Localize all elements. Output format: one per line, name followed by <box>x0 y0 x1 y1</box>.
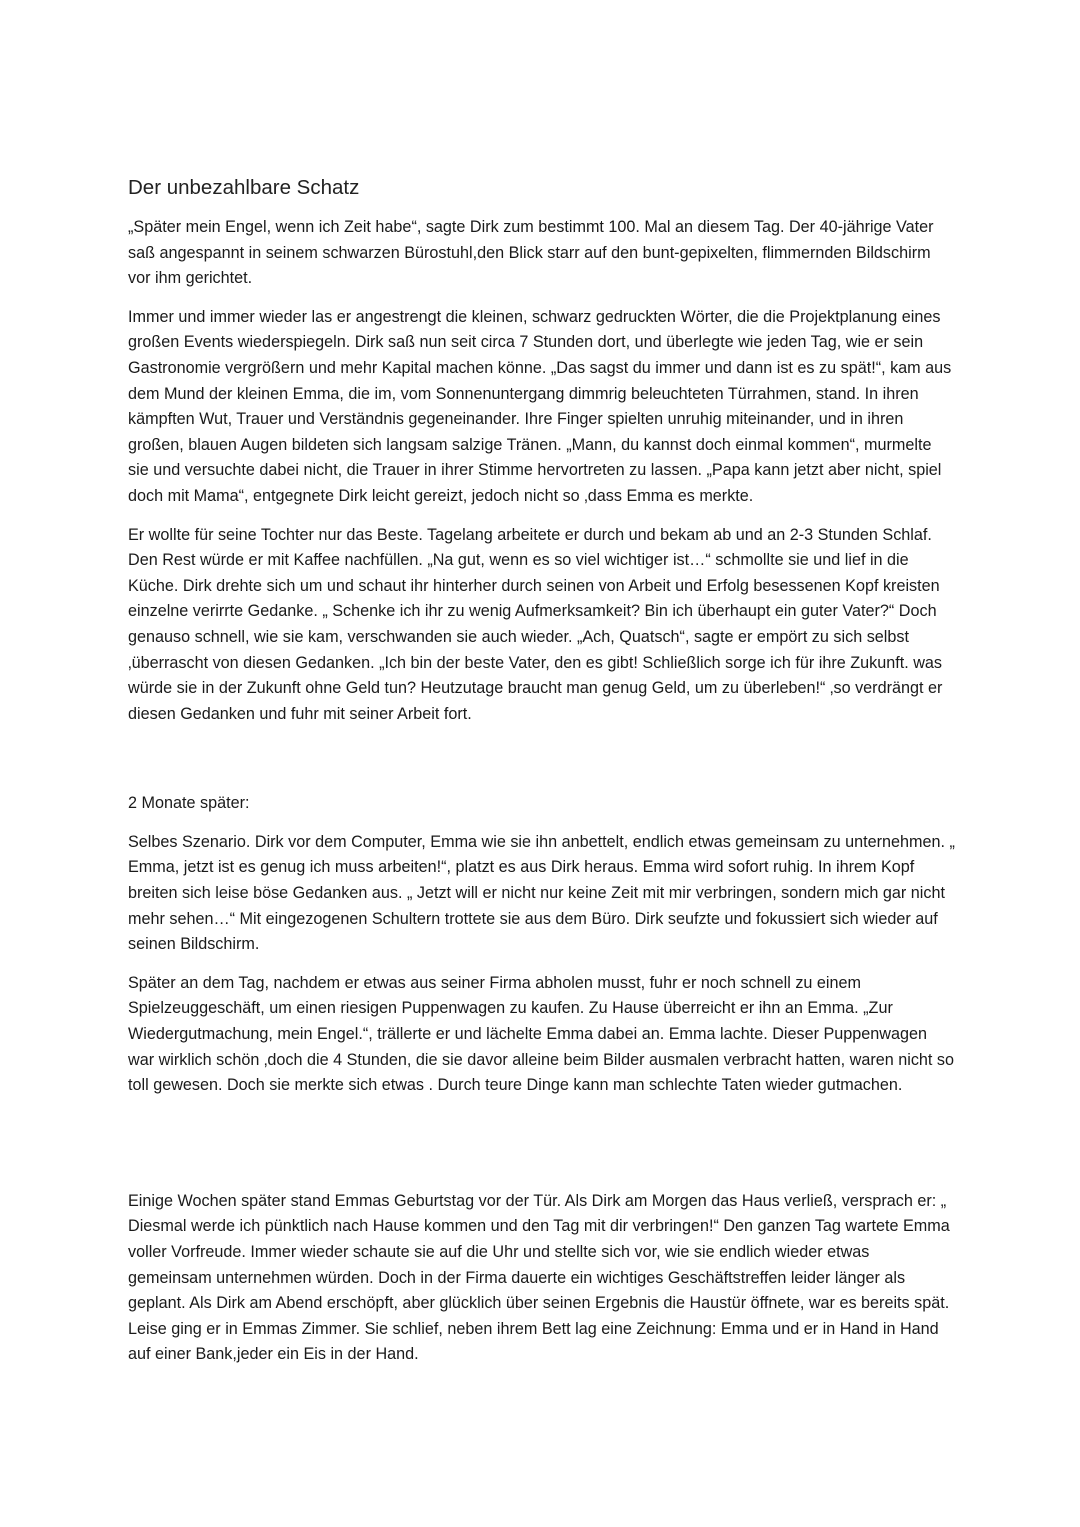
story-paragraph: Später an dem Tag, nachdem er etwas aus seiner Firma abholen musst, fuhr er noch schnell zu einem Spielzeuggeschäft, um einen riesigen Puppenwagen zu kaufen. Zu Hause überreicht er ihn an Emma. „Zur Wiedergutmachung, mein Engel.“, trällerte er und lächelte Emma dabei an. Emma lachte. Dieser Puppenwagen war wirklich schön ‚doch die 4 Stunden, die sie davor alleine beim Bilder ausmalen verbracht hatten, waren nicht so toll gewesen. Doch sie merkte sich etwas . Durch teure Dinge kann man schlechte Taten wieder gutmachen. <box>128 973 955 1095</box>
story-paragraph: Er wollte für seine Tochter nur das Beste. Tagelang arbeitete er durch und bekam ab und an 2-3 Stunden Schlaf. Den Rest würde er mit Kaffee nachfüllen. „Na gut, wenn es so viel wichtiger ist…“ schmollte sie und lief in die Küche. Dirk drehte sich um und schaut ihr hinterher durch seinen von Arbeit und Erfolg besessenen Kopf kreisten einzelne verirrte Gedanke. „ Schenke ich ihr zu wenig Aufmerksamkeit? Bin ich überhaupt ein guter Vater?“ Doch genauso schnell, wie sie kam, verschwanden sie auch wieder. „Ach, Quatsch“, sagte er empört zu sich selbst ‚überrascht von diesen Gedanken. „Ich bin der beste Vater, den es gibt! Schließlich sorge ich für ihre Zukunft. was würde sie in der Zukunft ohne Geld tun? Heutzutage braucht man genug Geld, um zu überleben!“ ‚so verdrängt er diesen Gedanken und fuhr mit seiner Arbeit fort. <box>128 525 943 723</box>
story-paragraph: Immer und immer wieder las er angestrengt die kleinen, schwarz gedruckten Wörter, die die Projektplanung eines großen Events wiederspiegeln. Dirk saß nun seit circa 7 Stunden dort, und überlegte wie jeden Tag, wie er sein Gastronomie vergrößern und mehr Kapital machen könne. „Das sagst du immer und dann ist es zu spät!“, kam aus dem Mund der kleinen Emma, die im, vom Sonnenuntergang dimmrig beleuchteten Türrahmen, stand. In ihren kämpften Wut, Trauer und Verständnis gegeneinander. Ihre Finger spielten unruhig miteinander, und in ihren großen, blauen Augen bildeten sich langsam salzige Tränen. „Mann, du kannst doch einmal kommen“, murmelte sie und versuchte dabei nicht, die Trauer in ihrer Stimme hervortreten zu lassen. „Papa kann jetzt aber nicht, spiel doch mit Mama“, entgegnete Dirk leicht gereizt, jedoch nicht so ‚dass Emma es merkte. <box>128 307 952 505</box>
story-paragraph: Selbes Szenario. Dirk vor dem Computer, Emma wie sie ihn anbettelt, endlich etwas gemeinsam zu unternehmen. „ Emma, jetzt ist es genug ich muss arbeiten!“, platzt es aus Dirk heraus. Emma wird sofort ruhig. In ihrem Kopf breiten sich leise böse Gedanken aus. „ Jetzt will er nicht nur keine Zeit mit mir verbringen, sondern mich gar nicht mehr sehen…“ Mit eingezogenen Schultern trottete sie aus dem Büro. Dirk seufzte und fokussiert sich wieder auf seinen Bildschirm. <box>128 832 955 954</box>
blank-spacer <box>128 1112 956 1189</box>
document-page <box>128 174 956 1381</box>
story-paragraph: „Später mein Engel, wenn ich Zeit habe“, sagte Dirk zum bestimmt 100. Mal an diesem Tag. Der 40-jährige Vater saß angespannt in seinem schwarzen Bürostuhl,den Blick starr auf den bunt-gepixelten, flimmernden Bildschirm vor ihm gerichtet. <box>128 218 934 288</box>
story-title: Der unbezahlbare Schatz <box>128 176 360 199</box>
story-paragraph: Einige Wochen später stand Emmas Geburtstag vor der Tür. Als Dirk am Morgen das Haus verließ, versprach er: „ Diesmal werde ich pünktlich nach Hause kommen und den Tag mit dir verbringen!“ Den ganzen Tag wartete Emma voller Vorfreude. Immer wieder schaute sie auf die Uhr und stellte sich vor, wie sie endlich wieder etwas gemeinsam unternehmen würden. Doch in der Firma dauerte ein wichtiges Geschäftstreffen leider länger als geplant. Als Dirk am Abend erschöpft, aber glücklich über seinen Ergebnis die Haustür öffnete, war es bereits spät. Leise ging er in Emmas Zimmer. Sie schlief, neben ihrem Bett lag eine Zeichnung: Emma und er in Hand in Hand auf einer Bank,jeder ein Eis in der Hand. <box>128 1191 950 1364</box>
section-heading: 2 Monate später: <box>128 794 250 813</box>
blank-spacer <box>128 740 956 791</box>
